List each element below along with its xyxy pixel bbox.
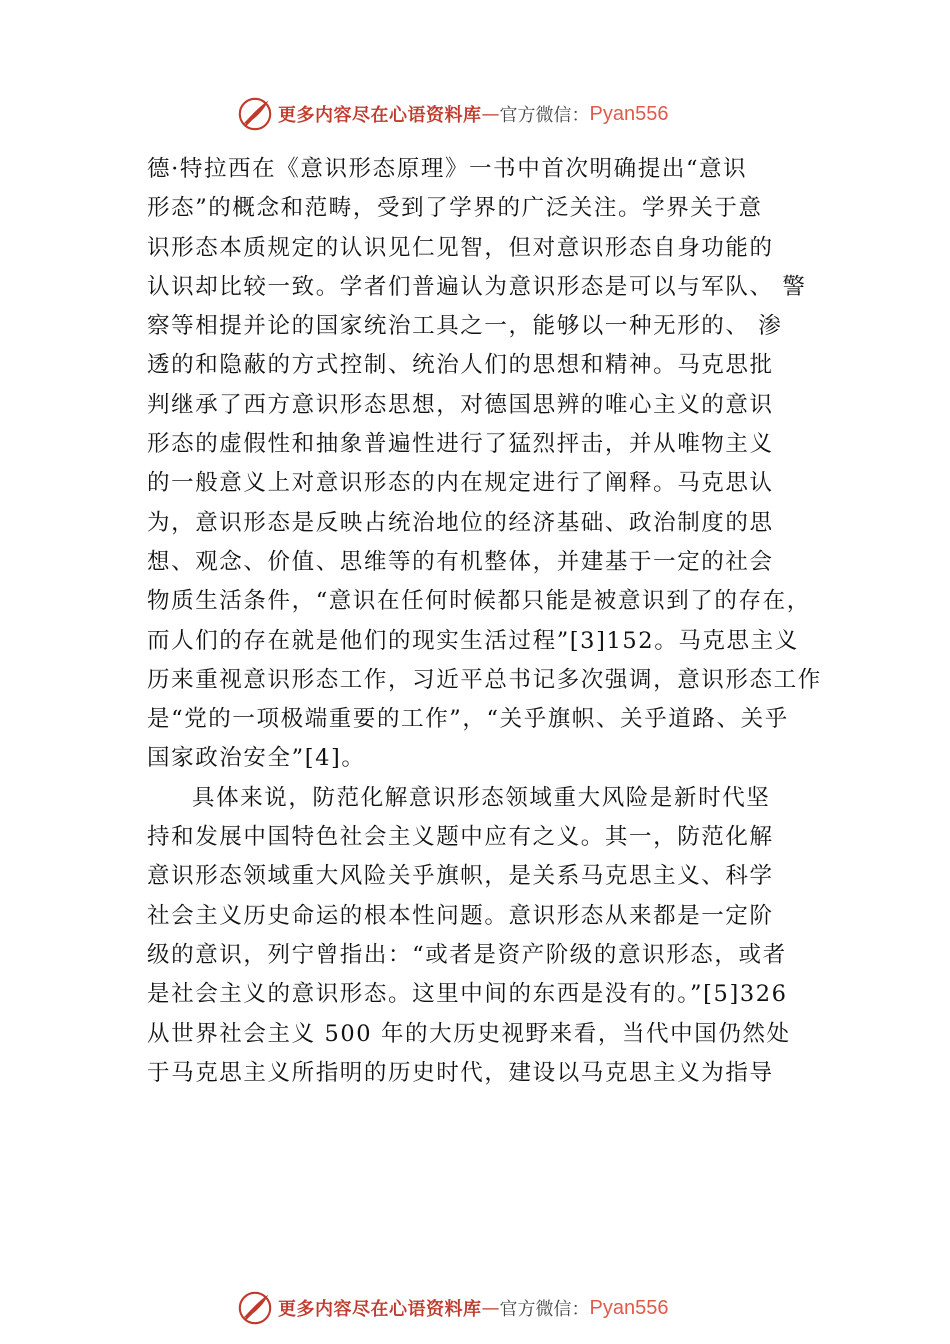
text-line: 是“党的一项极端重要的工作”，“关乎旗帜、关乎道路、关乎 (147, 706, 789, 733)
text-line: 而人们的存在就是他们的现实生活过程”[3]152。马克思主义 (147, 627, 799, 654)
banner-wechat-id: Pyan556 (589, 1296, 669, 1319)
paragraph-start-line: 具体来说，防范化解意识形态领域重大风险是新时代坚 (192, 784, 771, 811)
text-line: 形态”的概念和范畴，受到了学界的广泛关注。学界关于意 (147, 195, 763, 222)
text-line: 德·特拉西在《意识形态原理》一书中首次明确提出“意识 (147, 156, 748, 182)
text-line: 物质生活条件，“意识在任何时候都只能是被意识到了的存在， (147, 588, 811, 615)
banner-wechat-label: 官方微信： (499, 1299, 590, 1320)
banner-wechat-id: Pyan556 (589, 102, 669, 125)
article-body (147, 150, 822, 1093)
text-line: 于马克思主义所指明的历史时代，建设以马克思主义为指导 (147, 1059, 774, 1086)
text-line: 透的和隐蔽的方式控制、统治人们的思想和精神。马克思批 (147, 352, 774, 379)
text-line: 历来重视意识形态工作，习近平总书记多次强调，意识形态工作 (147, 666, 822, 693)
text-line: 社会主义历史命运的根本性问题。意识形态从来都是一定阶 (147, 902, 774, 929)
text-line: 识形态本质规定的认识见仁见智，但对意识形态自身功能的 (147, 234, 774, 261)
feather-pen-logo-icon (236, 1289, 274, 1327)
text-line: 形态的虚假性和抽象普遍性进行了猛烈抨击，并从唯物主义 (147, 431, 774, 458)
feather-pen-logo-icon (236, 95, 274, 133)
text-line: 认识却比较一致。学者们普遍认为意识形态是可以与军队、 警 (147, 273, 807, 300)
text-line: 判继承了西方意识形态思想，对德国思辨的唯心主义的意识 (147, 391, 774, 418)
text-line: 意识形态领域重大风险关乎旗帜，是关系马克思主义、科学 (147, 863, 774, 890)
banner-separator: — (481, 1297, 500, 1319)
banner-wechat-label: 官方微信： (499, 105, 590, 126)
text-line: 的一般意义上对意识形态的内在规定进行了阐释。马克思认 (147, 470, 774, 497)
banner-brand-text: 更多内容尽在心语资料库 (278, 1299, 482, 1320)
footer-banner[interactable] (236, 1288, 726, 1328)
text-line: 想、观念、价值、思维等的有机整体，并建基于一定的社会 (147, 548, 774, 575)
text-line: 察等相提并论的国家统治工具之一，能够以一种无形的、 渗 (147, 313, 783, 340)
text-line: 持和发展中国特色社会主义题中应有之义。其一，防范化解 (147, 824, 774, 851)
banner-separator: — (481, 103, 500, 125)
text-line: 国家政治安全”[4]。 (147, 745, 366, 772)
text-line: 从世界社会主义 500 年的大历史视野来看，当代中国仍然处 (147, 1020, 791, 1047)
banner-brand-text: 更多内容尽在心语资料库 (278, 105, 482, 126)
header-banner[interactable] (236, 94, 726, 134)
text-line: 是社会主义的意识形态。这里中间的东西是没有的。”[5]326 (147, 981, 788, 1008)
text-line: 为，意识形态是反映占统治地位的经济基础、政治制度的思 (147, 509, 774, 536)
text-line: 级的意识，列宁曾指出：“或者是资产阶级的意识形态，或者 (147, 941, 787, 968)
